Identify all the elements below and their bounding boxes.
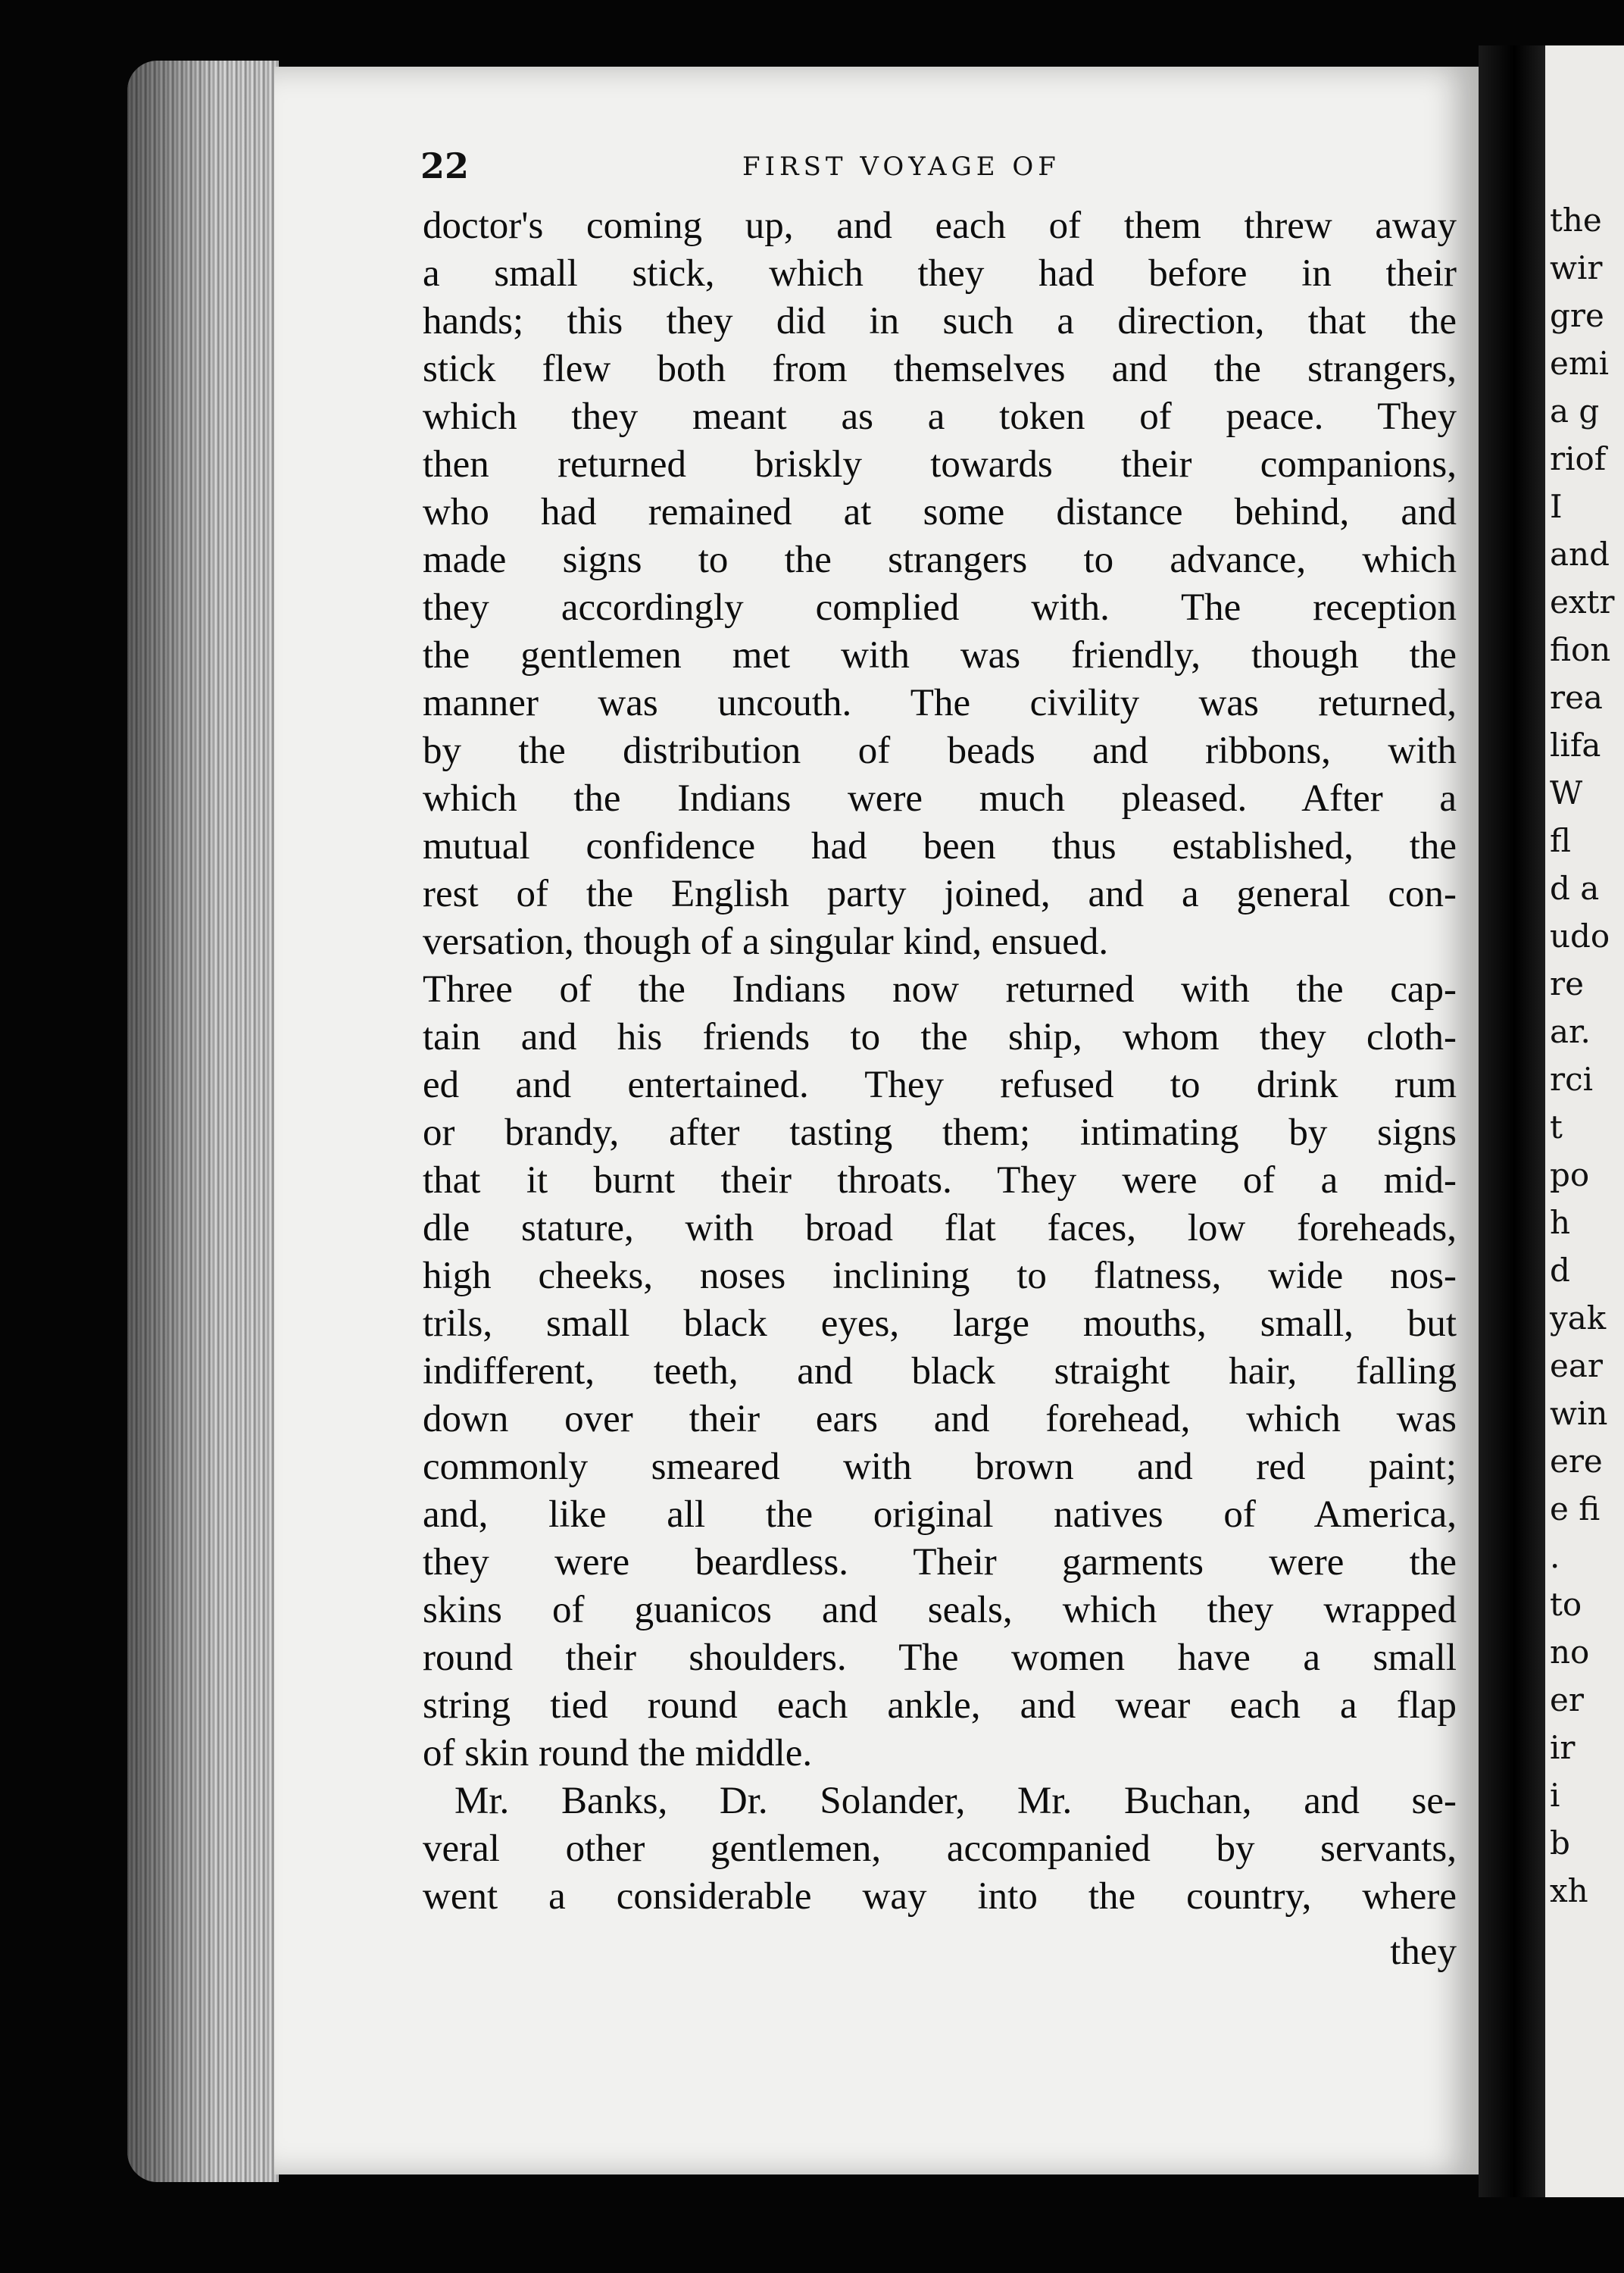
text-line: string tied round each ankle, and wear each a flap [423, 1684, 1457, 1727]
facing-page-fragment: wir [1550, 249, 1603, 286]
catchword: they [1390, 1931, 1457, 1973]
text-line: or brandy, after tasting them; intimating by signs [423, 1111, 1457, 1154]
text-line: they were beardless. Their garments were the [423, 1541, 1457, 1584]
text-line: dle stature, with broad flat faces, low foreheads, [423, 1207, 1457, 1249]
text-line: high cheeks, noses inclining to flatness, wide nos- [423, 1255, 1457, 1297]
text-line: versation, though of a singular kind, ensued. [423, 921, 1109, 963]
facing-page-fragment: udo [1550, 918, 1610, 955]
facing-page-fragment: h [1550, 1204, 1571, 1241]
text-line: that it burnt their throats. They were of a mid- [423, 1159, 1457, 1202]
facing-page-fragment: riof [1550, 440, 1607, 477]
facing-page-fragment: ear [1550, 1347, 1603, 1384]
text-line: tain and his friends to the ship, whom they cloth- [423, 1016, 1457, 1058]
text-line: round their shoulders. The women have a small [423, 1637, 1457, 1679]
text-line: which the Indians were much pleased. After a [423, 777, 1457, 820]
facing-page-fragment: ir [1550, 1729, 1576, 1766]
facing-page-fragment: t [1550, 1108, 1563, 1146]
facing-page-fragment: d a [1550, 870, 1600, 907]
facing-page-fragment: to [1550, 1586, 1582, 1623]
text-line: a small stick, which they had before in their [423, 252, 1457, 295]
text-line: trils, small black eyes, large mouths, small, but [423, 1302, 1457, 1345]
text-line: went a considerable way into the country, where [423, 1875, 1457, 1918]
page-edges-shadow [127, 61, 279, 2182]
facing-page-fragment: xh [1550, 1872, 1588, 1909]
facing-page-fragment: yak [1550, 1299, 1607, 1337]
facing-page-fragment: extr [1550, 583, 1615, 621]
facing-page-fragment: W [1550, 774, 1583, 811]
text-line: of skin round the middle. [423, 1732, 813, 1774]
text-line: commonly smeared with brown and red paint; [423, 1446, 1457, 1488]
text-line: indifferent, teeth, and black straight hair, falling [423, 1350, 1457, 1393]
text-line: then returned briskly towards their companions, [423, 443, 1457, 486]
facing-page [1545, 45, 1624, 2197]
facing-page-fragment: b [1550, 1824, 1570, 1862]
facing-page-fragment: gre [1550, 297, 1604, 334]
text-line: skins of guanicos and seals, which they wrapped [423, 1589, 1457, 1631]
facing-page-fragment: emi [1550, 345, 1610, 382]
running-head: FIRST VOYAGE OF [742, 152, 1060, 182]
text-line: down over their ears and forehead, which was [423, 1398, 1457, 1440]
facing-page-fragment: lifa [1550, 727, 1601, 764]
text-line: and, like all the original natives of America, [423, 1493, 1457, 1536]
facing-page-fragment: i [1550, 1777, 1560, 1814]
facing-page-fragment: I [1550, 488, 1563, 525]
text-line: they accordingly complied with. The reception [423, 586, 1457, 629]
facing-page-fragment: d [1550, 1252, 1570, 1289]
text-line: which they meant as a token of peace. They [423, 396, 1457, 438]
facing-page-fragment: re [1550, 965, 1584, 1002]
text-line: Mr. Banks, Dr. Solander, Mr. Buchan, and se- [454, 1780, 1457, 1822]
facing-page-fragment: er [1550, 1681, 1584, 1718]
text-line: ed and entertained. They refused to drink rum [423, 1064, 1457, 1106]
text-line: doctor's coming up, and each of them threw away [423, 205, 1457, 247]
facing-page-fragment: a g [1550, 392, 1600, 430]
page-number: 22 [420, 145, 470, 186]
text-line: Three of the Indians now returned with the cap- [423, 968, 1457, 1011]
facing-page-fragment: po [1550, 1156, 1590, 1193]
facing-page-fragment: fion [1550, 631, 1611, 668]
text-line: who had remained at some distance behind, and [423, 491, 1457, 533]
text-line: mutual confidence had been thus established, the [423, 825, 1457, 868]
facing-page-fragment: the [1550, 202, 1602, 239]
text-line: by the distribution of beads and ribbons, with [423, 730, 1457, 772]
text-line: made signs to the strangers to advance, which [423, 539, 1457, 581]
facing-page-fragment: and [1550, 536, 1610, 573]
facing-page-fragment: . [1550, 1538, 1560, 1575]
facing-page-fragment: ar. [1550, 1013, 1591, 1050]
facing-page-fragment: ere [1550, 1443, 1603, 1480]
text-line: manner was uncouth. The civility was returned, [423, 682, 1457, 724]
facing-page-fragment: no [1550, 1634, 1590, 1671]
facing-page-fragment: fl [1550, 822, 1572, 859]
facing-page-fragment: win [1550, 1395, 1608, 1432]
text-line: veral other gentlemen, accompanied by servants, [423, 1827, 1457, 1870]
text-line: hands; this they did in such a direction, that the [423, 300, 1457, 342]
facing-page-fragment: rea [1550, 679, 1603, 716]
facing-page-fragment: rci [1550, 1061, 1594, 1098]
text-line: rest of the English party joined, and a general con- [423, 873, 1457, 915]
facing-page-fragment: e fi [1550, 1490, 1601, 1527]
text-line: the gentlemen met with was friendly, though the [423, 634, 1457, 677]
text-line: stick flew both from themselves and the strangers, [423, 348, 1457, 390]
